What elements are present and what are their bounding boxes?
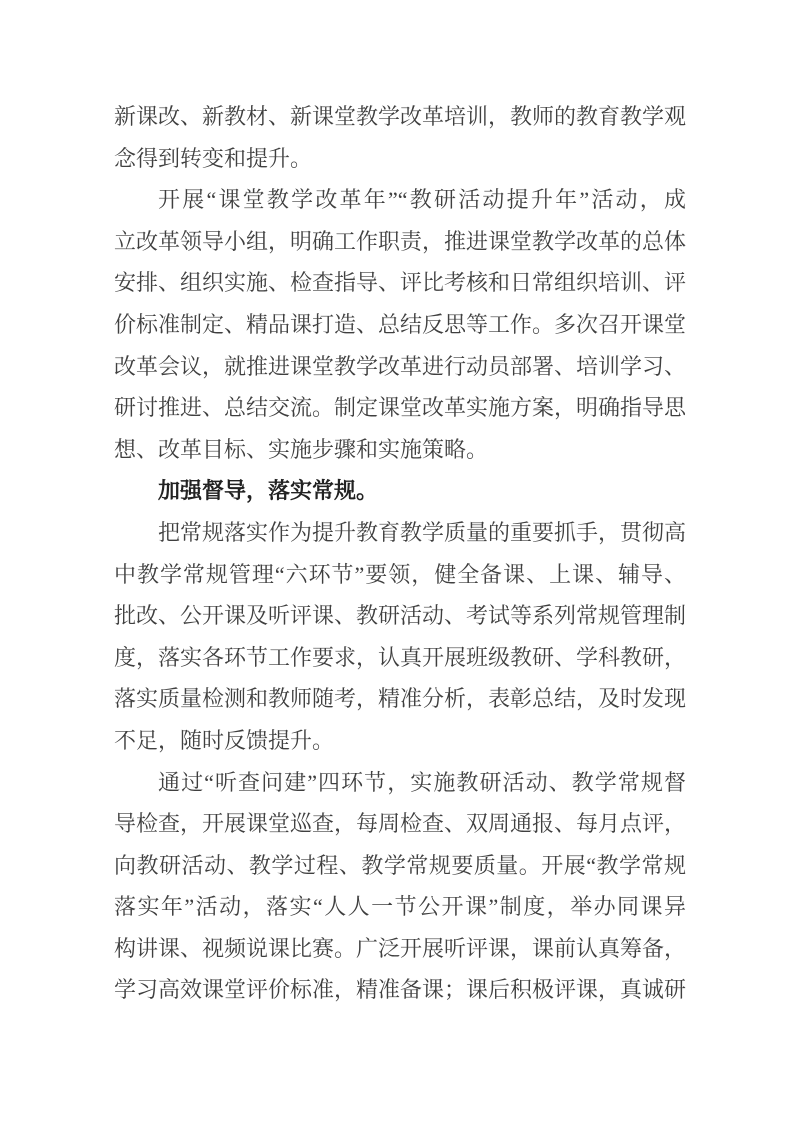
paragraph-line: 研讨推进、总结交流。制定课堂改革实施方案，明确指导思 xyxy=(114,395,687,421)
paragraph-line: 安排、组织实施、检查指导、评比考核和日常组织培训、评 xyxy=(114,270,687,296)
paragraph-line: 立改革领导小组，明确工作职责，推进课堂教学改革的总体 xyxy=(114,228,687,254)
paragraph-line: 新课改、新教材、新课堂教学改革培训，教师的教育教学观 xyxy=(114,104,687,129)
paragraph-line: 通过“听查问建”四环节，实施教研活动、教学常规督 xyxy=(158,769,686,795)
paragraph-line: 想、改革目标、实施步骤和实施策略。 xyxy=(114,436,489,462)
paragraph-line: 开展“课堂教学改革年”“教研活动提升年”活动，成 xyxy=(158,187,686,213)
paragraph-line: 导检查，开展课堂巡查，每周检查、双周通报、每月点评， xyxy=(114,811,687,837)
paragraph-line: 改革会议，就推进课堂教学改革进行动员部署、培训学习、 xyxy=(114,353,687,379)
paragraph-line: 价标准制定、精品课打造、总结反思等工作。多次召开课堂 xyxy=(114,311,687,337)
paragraph-line: 学习高效课堂评价标准，精准备课；课后积极评课，真诚研 xyxy=(114,977,687,1003)
document-text-block xyxy=(114,96,686,1011)
paragraph-line: 向教研活动、教学过程、教学常规要质量。开展“教学常规 xyxy=(114,852,686,878)
paragraph-line: 不足，随时反馈提升。 xyxy=(114,727,335,753)
paragraph-line: 念得到转变和提升。 xyxy=(114,145,313,171)
paragraph-line: 落实质量检测和教师随考，精准分析，表彰总结，及时发现 xyxy=(114,686,687,712)
paragraph-line: 落实年”活动，落实“人人一节公开课”制度，举办同课异 xyxy=(114,894,686,920)
paragraph-line: 把常规落实作为提升教育教学质量的重要抓手，贯彻高 xyxy=(158,519,687,545)
paragraph-line: 批改、公开课及听评课、教研活动、考试等系列常规管理制 xyxy=(114,603,687,629)
paragraph-line: 构讲课、视频说课比赛。广泛开展听评课，课前认真筹备， xyxy=(114,935,687,961)
paragraph-line: 度，落实各环节工作要求，认真开展班级教研、学科教研， xyxy=(114,644,687,670)
paragraph-line: 中教学常规管理“六环节”要领，健全备课、上课、辅导、 xyxy=(114,561,686,587)
section-heading: 加强督导，落实常规。 xyxy=(158,478,379,504)
